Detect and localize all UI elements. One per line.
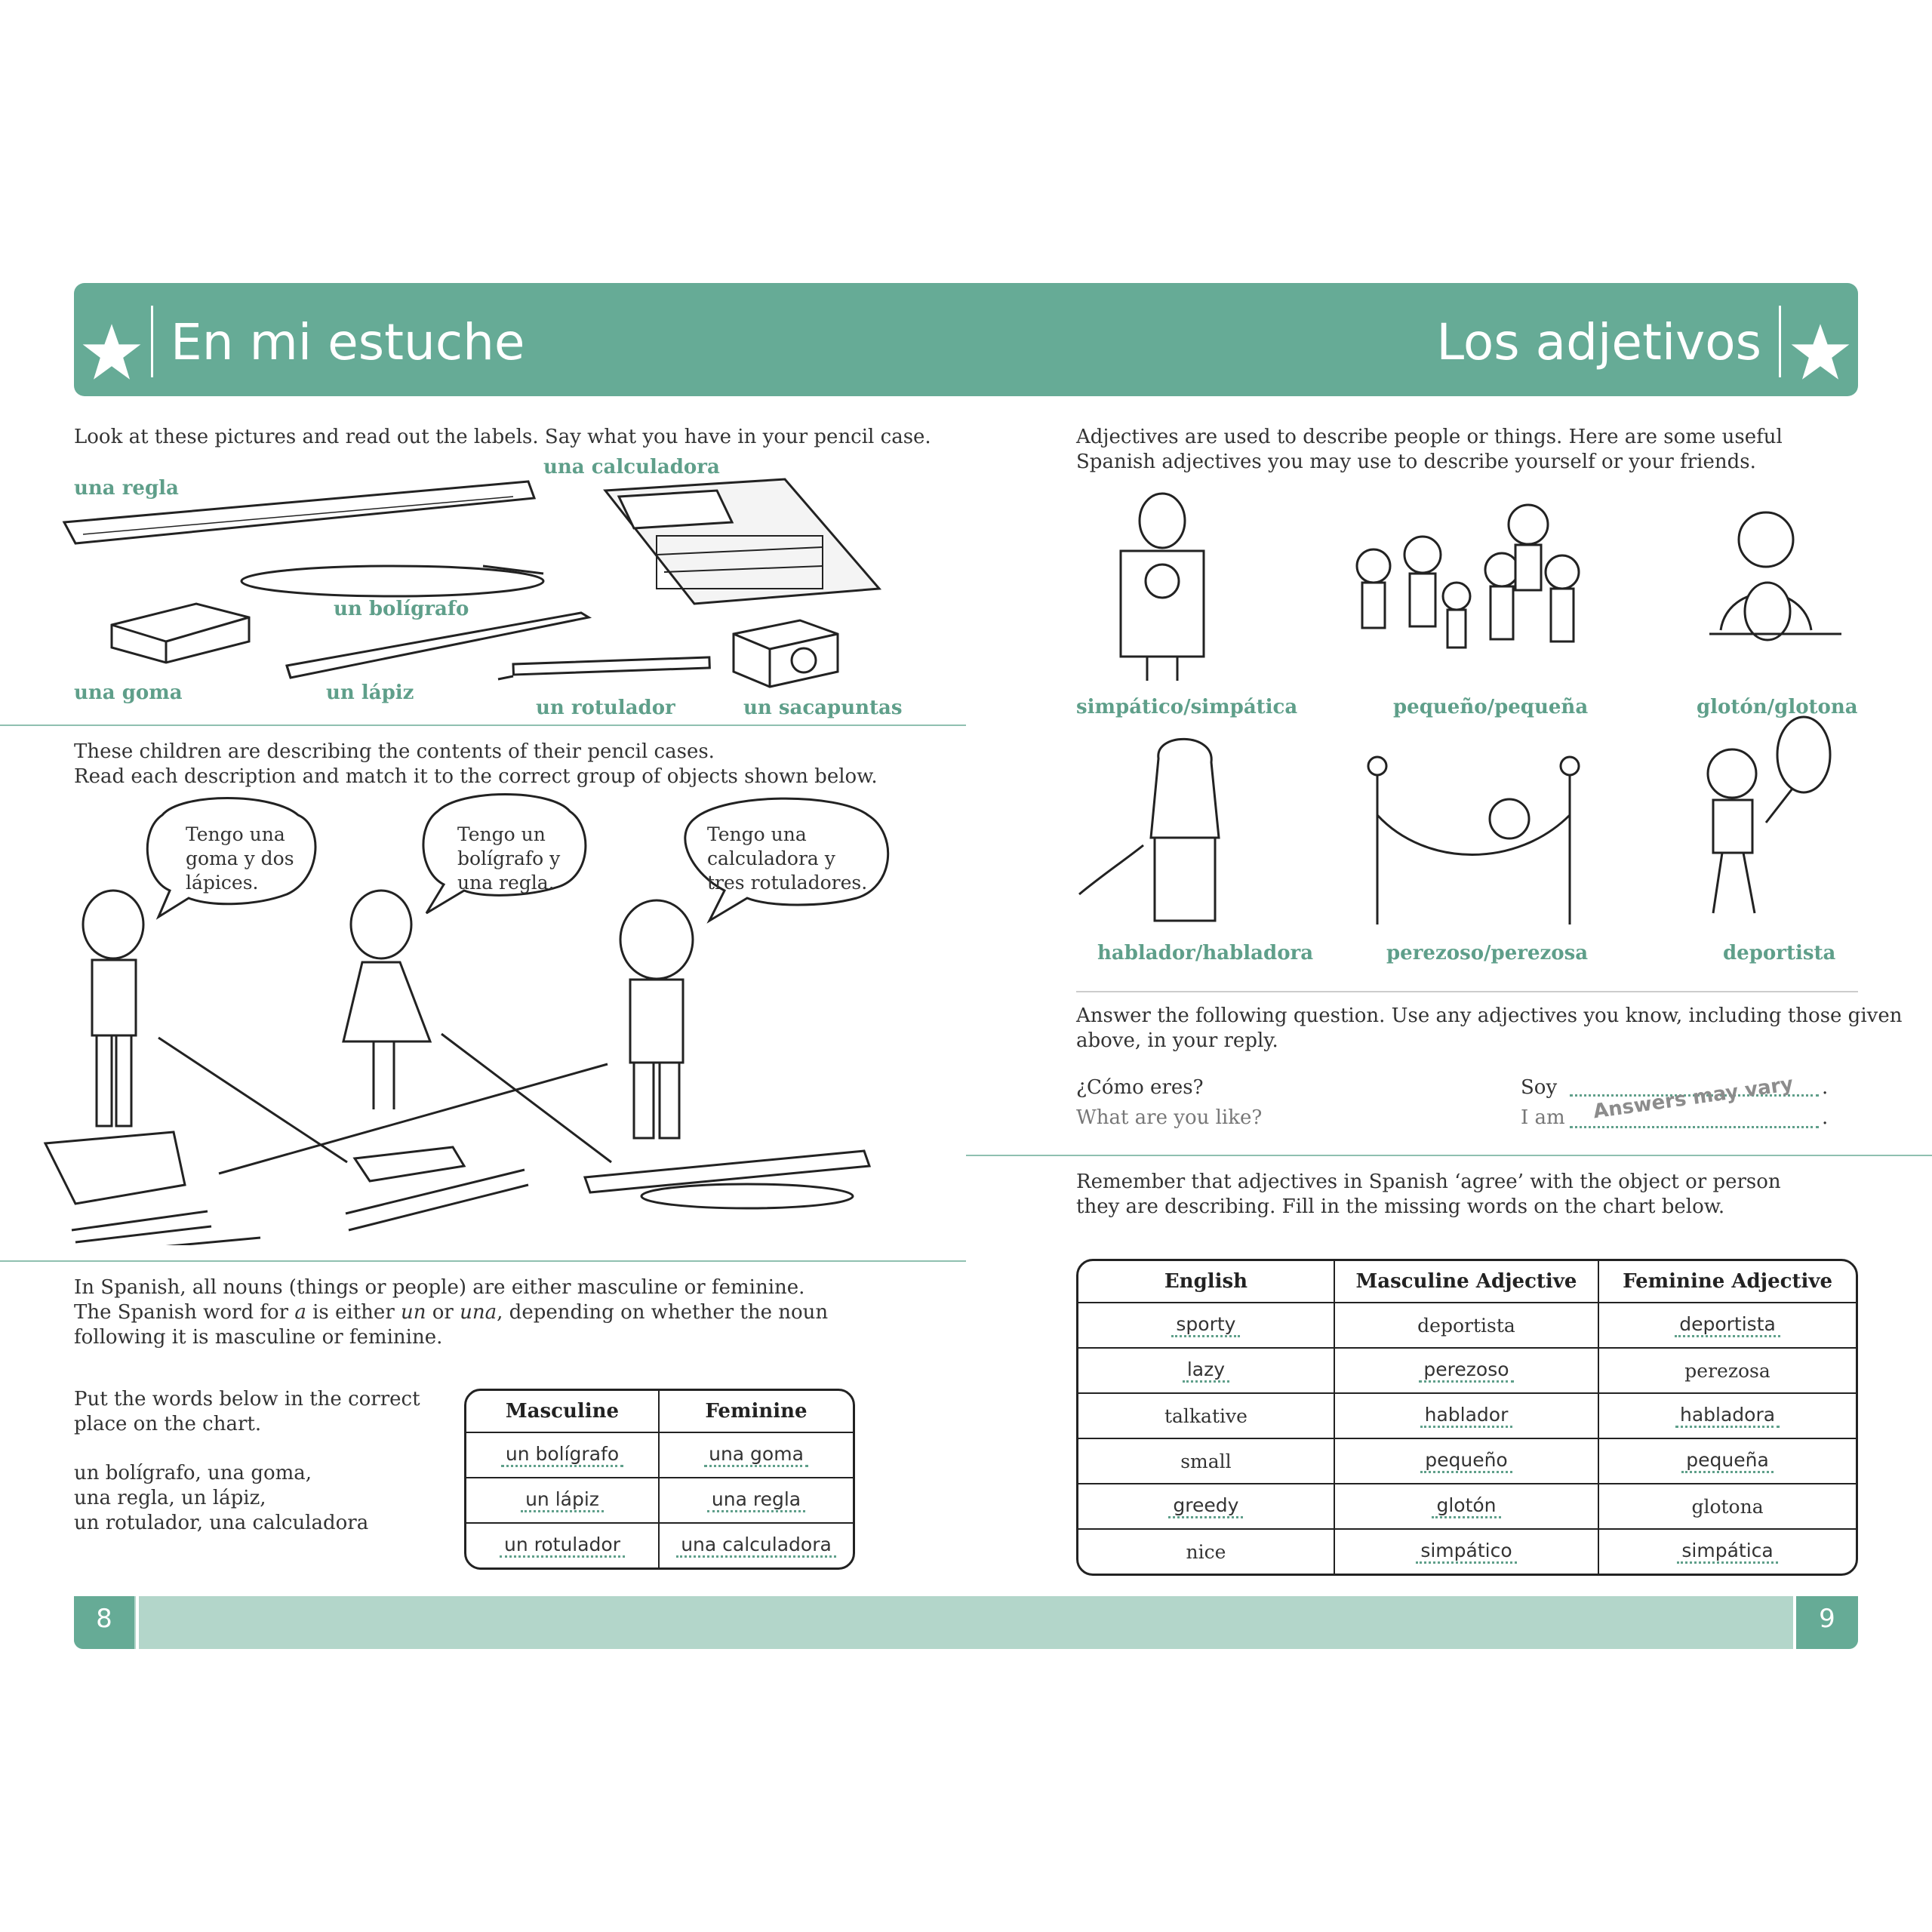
match-instructions-line1: These children are describing the contents of their pencil cases. — [74, 740, 715, 763]
chart-header: English — [1078, 1261, 1335, 1303]
right-page-number: 9 — [1796, 1596, 1858, 1649]
put-words-line2: place on the chart. — [74, 1413, 262, 1435]
given-cell: talkative — [1164, 1404, 1247, 1427]
table-row — [1078, 1303, 1856, 1349]
answer-cell: deportista — [1675, 1313, 1780, 1337]
calculator-group — [45, 1132, 260, 1245]
answer-cell: sporty — [1171, 1313, 1240, 1337]
talkative-person-figure — [1079, 739, 1219, 921]
calculator-icon — [605, 479, 879, 604]
answer-cell: habladora — [1675, 1404, 1780, 1428]
sporty-person-figure — [1708, 717, 1830, 913]
answer-prefix-english: I am — [1521, 1106, 1565, 1129]
greedy-person-figure — [1709, 512, 1841, 640]
pen-icon — [242, 566, 543, 596]
header-divider — [151, 306, 153, 377]
chart-header: Masculine Adjective — [1335, 1261, 1599, 1303]
question-spanish: ¿Cómo eres? — [1076, 1076, 1204, 1099]
answer-cell: glotón — [1432, 1494, 1500, 1518]
word-list-line2: una regla, un lápiz, — [74, 1487, 266, 1509]
chart-header: Masculine — [466, 1391, 660, 1433]
stationery-illustration — [60, 453, 891, 702]
answer-cell: un rotulador — [500, 1534, 625, 1558]
table-row — [1078, 1439, 1856, 1484]
marker-icon — [498, 657, 709, 679]
answer-cell: simpático — [1416, 1540, 1516, 1564]
answer-cell: un lápiz — [521, 1488, 604, 1512]
boy-figure — [83, 891, 143, 1126]
gender-chart — [464, 1389, 855, 1570]
header-divider — [1779, 306, 1781, 377]
left-page-number: 8 — [74, 1596, 134, 1649]
agree-text-line1: Remember that adjectives in Spanish ‘agree’ with the object or person — [1076, 1171, 1781, 1193]
label-sharpener: un sacapuntas — [743, 697, 903, 719]
label-marker: un rotulador — [536, 697, 675, 719]
answer-period: . — [1822, 1076, 1829, 1099]
eraser-pencils-group — [346, 1147, 528, 1230]
adjective-label-lazy: perezoso/perezosa — [1386, 942, 1589, 964]
table-row — [1078, 1484, 1856, 1530]
given-cell: deportista — [1417, 1314, 1515, 1337]
answer-cell: una calculadora — [676, 1534, 836, 1558]
nice-person-figure — [1121, 494, 1204, 681]
adjective-chart — [1076, 1259, 1858, 1576]
answer-cell: greedy — [1168, 1494, 1243, 1518]
right-intro-line2: Spanish adjectives you may use to describe yourself or your friends. — [1076, 451, 1756, 473]
label-pencil: un lápiz — [326, 681, 414, 704]
gender-text-line2: The Spanish word for a is either un or una, depending on whether the noun — [74, 1301, 829, 1324]
adjective-label-talkative: hablador/habladora — [1097, 942, 1314, 964]
answer-cell: perezoso — [1419, 1358, 1513, 1383]
word-list-line1: un bolígrafo, una goma, — [74, 1462, 312, 1484]
match-instructions-line2: Read each description and match it to the correct group of objects shown below. — [74, 765, 878, 788]
sharpener-icon — [734, 620, 838, 687]
table-row — [1078, 1394, 1856, 1439]
table-row — [1078, 1530, 1856, 1574]
speech-bubble-text-1: Tengo una goma y dos lápices. — [186, 823, 294, 894]
boy-figure — [620, 900, 693, 1138]
gender-text-line1: In Spanish, all nouns (things or people) are either masculine or feminine. — [74, 1276, 805, 1299]
section-divider — [0, 1260, 966, 1262]
question-instructions-line2: above, in your reply. — [1076, 1029, 1278, 1052]
small-children-figure — [1357, 505, 1579, 648]
answer-cell: pequeña — [1681, 1449, 1774, 1473]
eraser-icon — [112, 604, 249, 663]
section-divider — [1076, 991, 1858, 992]
ruler-pen-group — [585, 1151, 869, 1208]
section-divider — [966, 1155, 1932, 1156]
question-english: What are you like? — [1076, 1106, 1263, 1129]
footer-bar — [74, 1596, 1858, 1649]
chart-header: Feminine — [660, 1391, 853, 1433]
label-calculator: una calculadora — [543, 456, 720, 478]
answer-prefix-spanish: Soy — [1521, 1076, 1558, 1099]
given-cell: small — [1180, 1450, 1232, 1472]
chart-header: Feminine Adjective — [1599, 1261, 1856, 1303]
given-cell: glotona — [1691, 1495, 1764, 1518]
girl-figure — [343, 891, 430, 1109]
table-row — [1078, 1349, 1856, 1394]
gender-text-line3: following it is masculine or feminine. — [74, 1326, 443, 1349]
adjective-label-small: pequeño/pequeña — [1393, 696, 1589, 718]
adjective-label-greedy: glotón/glotona — [1697, 696, 1858, 718]
footer-divider — [136, 1596, 139, 1649]
speech-bubble-text-2: Tengo un bolígrafo y una regla. — [457, 823, 561, 894]
given-cell: perezosa — [1684, 1359, 1770, 1382]
answer-line-2[interactable] — [1570, 1126, 1819, 1128]
answer-cell: una goma — [704, 1443, 808, 1467]
table-row — [466, 1433, 853, 1478]
star-icon — [1790, 322, 1850, 381]
answer-cell: lazy — [1183, 1358, 1229, 1383]
agree-text-line2: they are describing. Fill in the missing words on the chart below. — [1076, 1195, 1725, 1218]
question-instructions-line1: Answer the following question. Use any adjectives you know, including those given — [1076, 1004, 1903, 1027]
title-banner — [74, 283, 1858, 396]
label-ruler: una regla — [74, 477, 179, 500]
right-intro-line1: Adjectives are used to describe people or things. Here are some useful — [1076, 426, 1783, 448]
table-row — [466, 1524, 853, 1567]
speech-bubble-text-3: Tengo una calculadora y tres rotuladores. — [707, 823, 868, 894]
answer-cell: un bolígrafo — [501, 1443, 623, 1467]
section-divider — [0, 724, 966, 726]
label-pen: un bolígrafo — [334, 598, 469, 620]
star-icon — [82, 322, 142, 381]
answer-cell: simpática — [1677, 1540, 1777, 1564]
lazy-person-figure — [1368, 757, 1579, 924]
answer-cell: una regla — [707, 1488, 805, 1512]
adjective-label-nice: simpático/simpática — [1076, 696, 1298, 718]
left-intro: Look at these pictures and read out the labels. Say what you have in your pencil case. — [74, 426, 931, 448]
right-page-title: Los adjetivos — [1436, 313, 1761, 371]
answer-cell: hablador — [1420, 1404, 1513, 1428]
answers-may-vary-stamp: Answers may vary — [1592, 1072, 1795, 1124]
put-words-line1: Put the words below in the correct — [74, 1388, 420, 1411]
given-cell: nice — [1186, 1540, 1226, 1563]
answer-period: . — [1822, 1106, 1829, 1129]
table-row — [466, 1478, 853, 1524]
answer-cell: pequeño — [1420, 1449, 1512, 1473]
word-list-line3: un rotulador, una calculadora — [74, 1512, 369, 1534]
adjective-label-sporty: deportista — [1723, 942, 1836, 964]
label-eraser: una goma — [74, 681, 183, 704]
left-page-title: En mi estuche — [171, 313, 525, 371]
